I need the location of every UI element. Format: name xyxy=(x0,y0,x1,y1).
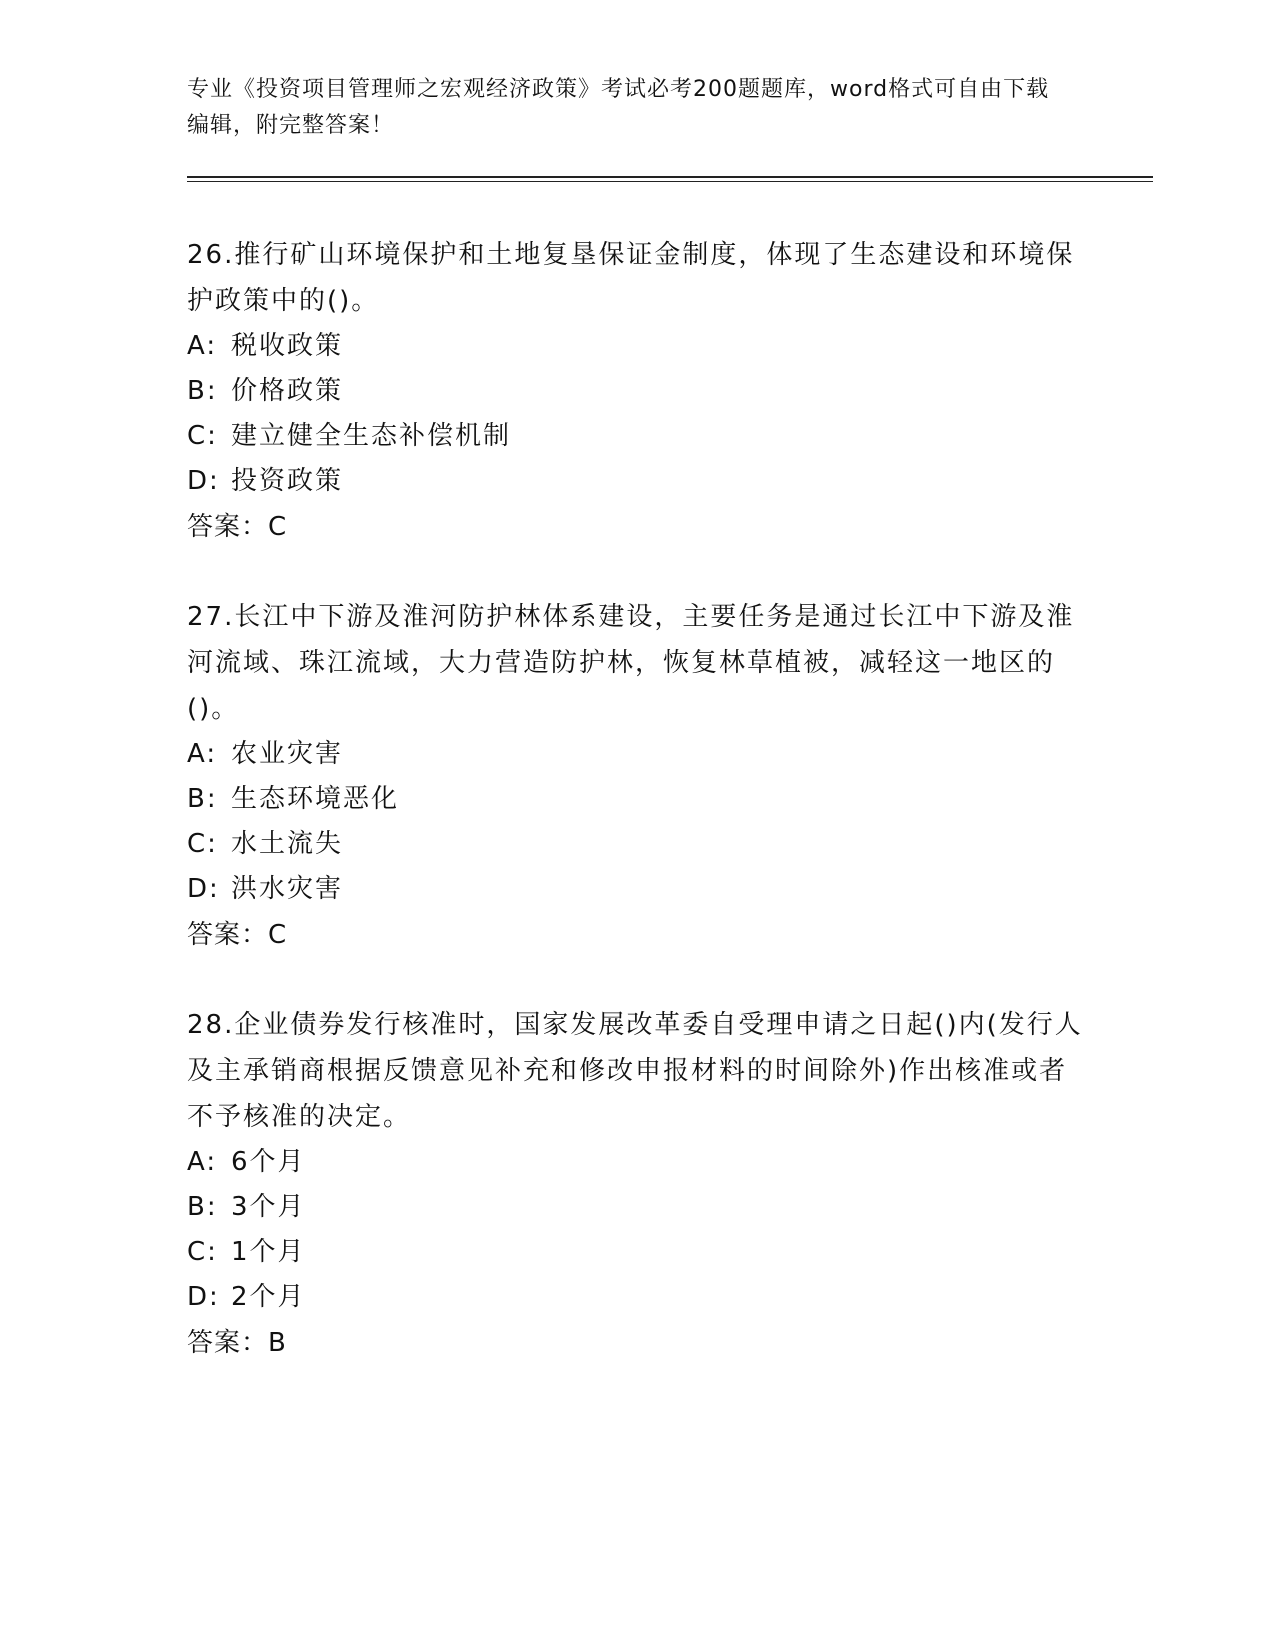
question-stem: 28.企业债券发行核准时，国家发展改革委自受理申请之日起()内(发行人及主承销商根据反馈意见补充和修改申报材料的时间除外)作出核准或者不予核准的决定。 xyxy=(187,1010,1083,1132)
question-list xyxy=(187,232,1087,1410)
option-label: A: xyxy=(187,331,218,361)
option-c xyxy=(187,1230,1087,1275)
answer-text: 答案：C xyxy=(187,512,288,542)
answer-text: 答案：B xyxy=(187,1328,287,1358)
option-text: 投资政策 xyxy=(231,466,344,496)
option-text: 1个月 xyxy=(231,1237,306,1267)
option-text: 3个月 xyxy=(231,1192,306,1222)
option-label: D: xyxy=(187,466,220,496)
option-b xyxy=(187,369,1087,414)
option-label: A: xyxy=(187,739,218,769)
option-text: 生态环境恶化 xyxy=(231,784,400,814)
option-label: C: xyxy=(187,829,218,859)
option-d xyxy=(187,459,1087,504)
option-d xyxy=(187,867,1087,912)
option-text: 价格政策 xyxy=(231,376,344,406)
header-divider-thin xyxy=(187,181,1153,182)
option-c xyxy=(187,822,1087,867)
answer-text: 答案：C xyxy=(187,920,288,950)
question-28 xyxy=(187,1002,1087,1366)
option-a xyxy=(187,732,1087,777)
option-label: B: xyxy=(187,1192,218,1222)
option-label: A: xyxy=(187,1147,218,1177)
option-label: C: xyxy=(187,1237,218,1267)
option-d xyxy=(187,1275,1087,1320)
option-text: 建立健全生态补偿机制 xyxy=(231,421,512,451)
option-c xyxy=(187,414,1087,459)
option-a xyxy=(187,324,1087,369)
option-a xyxy=(187,1140,1087,1185)
option-text: 6个月 xyxy=(231,1147,306,1177)
question-27 xyxy=(187,594,1087,958)
option-text: 水土流失 xyxy=(231,829,344,859)
question-26 xyxy=(187,232,1087,550)
document-header: 专业《投资项目管理师之宏观经济政策》考试必考200题题库，word格式可自由下载编辑，附完整答案！ xyxy=(187,77,1050,138)
option-text: 农业灾害 xyxy=(231,739,344,769)
option-label: B: xyxy=(187,376,218,406)
option-text: 洪水灾害 xyxy=(231,874,344,904)
option-b xyxy=(187,777,1087,822)
question-stem: 26.推行矿山环境保护和土地复垦保证金制度，体现了生态建设和环境保护政策中的()。 xyxy=(187,240,1075,316)
option-label: C: xyxy=(187,421,218,451)
header-divider-thick xyxy=(187,176,1153,178)
option-text: 2个月 xyxy=(231,1282,306,1312)
question-stem: 27.长江中下游及淮河防护林体系建设，主要任务是通过长江中下游及淮河流域、珠江流域，大力营造防护林，恢复林草植被，减轻这一地区的()。 xyxy=(187,602,1075,724)
option-label: B: xyxy=(187,784,218,814)
option-text: 税收政策 xyxy=(231,331,344,361)
option-b xyxy=(187,1185,1087,1230)
option-label: D: xyxy=(187,874,220,904)
option-label: D: xyxy=(187,1282,220,1312)
